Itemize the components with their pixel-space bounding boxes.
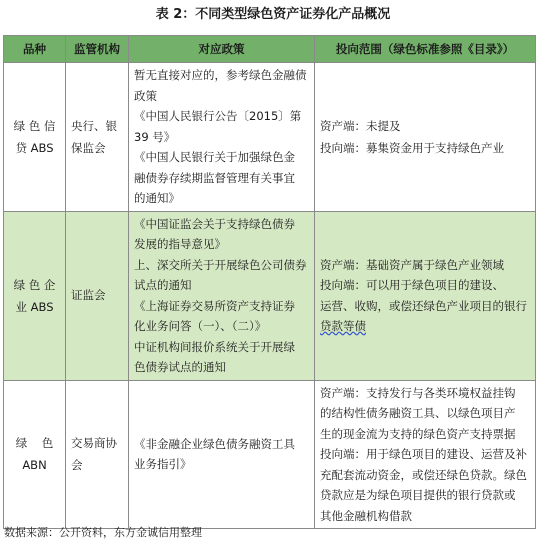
policy-line: 上、深交所关于开展绿色公司债券: [134, 257, 307, 272]
cell-product: [4, 63, 66, 212]
header-scope: 投向范围（绿色标准参照《目录》）: [315, 36, 536, 63]
table-row: [4, 211, 536, 380]
policy-line: 的通知》: [134, 191, 180, 205]
product-line: 绿 色 企: [13, 277, 56, 292]
scope-line: 投向端：募集资金用于支持绿色产业: [320, 140, 504, 155]
policy-line: 发展的指导意见》: [134, 237, 226, 251]
policy-line: 融债券存续期监督管理有关事宜: [134, 170, 295, 185]
cell-policy: [129, 63, 315, 212]
cell-scope: [315, 380, 536, 529]
product-line: 贷 ABS: [15, 140, 54, 155]
policy-line: 《非金融企业绿色债务融资工具: [134, 436, 295, 451]
policy-line: 化业务问答（一）、（二）》: [134, 319, 267, 333]
cell-scope: [315, 63, 536, 212]
policy-line: 政策: [134, 88, 157, 103]
policy-line: 39 号》: [134, 129, 176, 144]
scope-line: 的结构性债务融资工具、以绿色项目产: [320, 406, 516, 420]
cell-scope: [315, 211, 536, 380]
regulator-line: 会: [71, 458, 83, 473]
cell-regulator: [66, 211, 129, 380]
scope-line: 资产端：基础资产属于绿色产业领域: [320, 257, 504, 272]
scope-line: 充配套流动资金，或偿还绿色贷款。绿色: [320, 467, 527, 482]
product-line: 绿 色: [15, 436, 54, 451]
policy-line: 业务指引》: [134, 457, 192, 472]
product-line: ABN: [22, 458, 47, 473]
scope-line: 投向端：用于绿色项目的建设、运营及补: [320, 447, 527, 461]
scope-line: 贷款应是为绿色项目提供的银行贷款或: [320, 488, 516, 502]
cell-policy: [129, 211, 315, 380]
policy-line: 试点的通知: [134, 278, 192, 292]
policy-line: 《中国证监会关于支持绿色债券: [134, 216, 295, 231]
header-regulator: 监管机构: [66, 36, 129, 63]
scope-line: 资产端：支持发行与各类环境权益挂钩: [320, 385, 516, 400]
regulator-line: 央行、银: [71, 118, 117, 133]
policy-line: 中证机构间报价系统关于开展绿: [134, 339, 295, 354]
header-policy: 对应政策: [129, 36, 315, 63]
product-line: 绿 色 信: [13, 118, 56, 133]
cell-product: [4, 380, 66, 529]
table-row: [4, 63, 536, 212]
scope-line: 其他金融机构借款: [320, 508, 412, 523]
scope-line: 运营、收购，或偿还绿色产业项目的银行: [320, 298, 527, 313]
policy-line: 色债券试点的通知: [134, 360, 226, 374]
policy-line: 暂无直接对应的，参考绿色金融债: [134, 68, 307, 82]
table-row: [4, 380, 536, 529]
policy-line: 《中国人民银行公告〔2015〕第: [134, 109, 302, 123]
regulator-line: 交易商协: [71, 436, 117, 451]
scope-line: 贷款等债: [320, 319, 366, 333]
cell-regulator: [66, 380, 129, 529]
scope-line: 生的现金流为支持的绿色资产支持票据: [320, 426, 516, 441]
table-header-row: [4, 36, 536, 63]
product-line: 业 ABS: [15, 299, 54, 314]
cell-policy: [129, 380, 315, 529]
policy-line: 《上海证券交易所资产支持证券: [134, 298, 295, 313]
regulator-line: 保监会: [71, 140, 106, 155]
scope-line: 投向端：可以用于绿色项目的建设、: [320, 278, 504, 292]
regulator-line: 证监会: [71, 288, 106, 303]
source-note: 数据来源：公开资料，东方金诚信用整理: [4, 526, 202, 539]
policy-line: 《中国人民银行关于加强绿色金: [134, 150, 295, 164]
table-title: 表 2：不同类型绿色资产证券化产品概况: [155, 7, 391, 22]
header-product: 品种: [4, 36, 66, 63]
cell-product: [4, 211, 66, 380]
product-overview-table: [3, 35, 536, 529]
scope-line: 资产端：未提及: [320, 118, 401, 133]
cell-regulator: [66, 63, 129, 212]
